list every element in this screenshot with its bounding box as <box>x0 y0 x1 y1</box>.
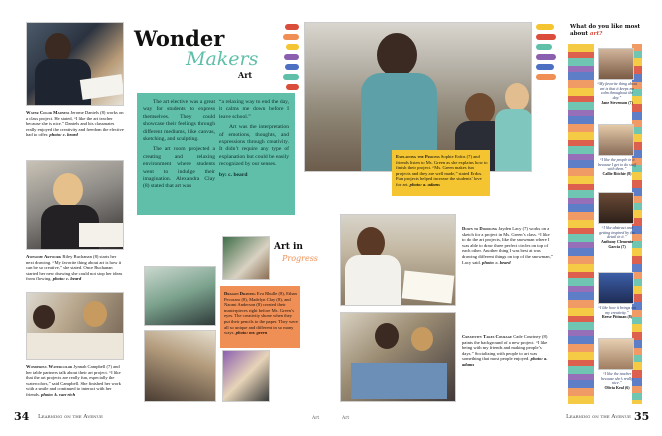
brush-stripe <box>283 74 299 80</box>
right-page-number: 35 <box>634 410 650 423</box>
mugshot-5 <box>598 338 634 370</box>
brush-stripe <box>285 64 299 70</box>
caption-courage: Creativity Takes Courage Cade Courtney (8) paints the background of a new project. “I like being with my friends and making people’s days.” Socializing with people to art was something that most people enjoyed. photo: a. adams <box>462 334 548 367</box>
story-col-1 <box>143 99 215 191</box>
brush-stripe <box>286 44 299 50</box>
quote-4: “I like how it brings out my creativity.” Reese Pittman (8) <box>597 305 637 320</box>
story-p4: Art was the interpretation of emotions, thoughts, and expressions through creativity. It didn’t require any type of explanation but could be easily recognized by our senses. <box>219 124 289 168</box>
story-p3: “a relaxing way to end the day, it calms me down before I leave school.” <box>219 99 289 120</box>
brush-stripe <box>283 34 299 40</box>
photo-progress-1 <box>222 236 270 280</box>
caption-watercolor: Water Color Madness Jerome Daniels (8) works on a class project. He stated, “I like the art teacher because she is nice.” Daniels and his classmates really enjoyed the creativity and freedom the elective had to offer. photo: c. beard <box>26 110 124 138</box>
title-makers: Makers <box>186 48 259 70</box>
photo-watercolor <box>26 22 124 106</box>
photo-doodling <box>340 214 456 306</box>
title-wonder: Wonder <box>134 26 225 51</box>
photo-courage <box>340 312 456 402</box>
mugshot-1 <box>598 48 634 80</box>
caption-explaining: Explaining the Process Sophie Erdos (7) and friends listen to Ms. Green as she explains how to finish their project. “Ms. Green makes fun projects and they are well made,” stated Erdos. Fun projects helped increase the students’ love for art. photo: a. adams <box>396 154 488 187</box>
brush-stripe <box>286 84 299 90</box>
caption-awesome-artwork: Awesome Artwork Riley Buchanan (8) starts her next drawing. “My favorite thing about art is how it can be so creative,” she stated. Once Buchanan started her new drawing she could not stop her ideas from flowing. photo: c. beard <box>26 254 123 282</box>
photo-progress-3 <box>144 330 216 402</box>
mugshot-4 <box>598 272 634 304</box>
story-p1: The art elective was a great way for students to express themselves. They could showcase their feelings through different mediums, like canvas, sketching, and sculpting. <box>143 99 215 143</box>
brush-stripe <box>536 74 556 80</box>
sidebar-heading: What do you like most about art? <box>570 24 641 37</box>
brush-stripe <box>284 54 299 60</box>
brush-stripe <box>536 54 556 60</box>
photo-progress-2 <box>144 266 216 326</box>
left-footer-label: Learning on the Avenue <box>38 414 103 420</box>
sidebar-stripes <box>568 44 594 404</box>
caption-wonderful-watercolor: Wonderful Watercolor Jynnah Campbell (7) and her table partners talk about their art project. “I like that the art projects are really fun, especially the watercolors,” said Campbell. She finished her work with a smile and continued to interact with her friends. photo: k. van-rich <box>26 364 121 397</box>
mugshot-2 <box>598 124 634 156</box>
mugshot-3 <box>598 192 634 224</box>
quote-5: “I like the teacher because she’s really nice.” Olivia Keal (6) <box>601 371 633 391</box>
progress-title-2: Progress <box>282 254 318 263</box>
brush-stripe <box>536 24 554 30</box>
story-byline: by: c. beard <box>219 171 248 178</box>
story-col-2 <box>219 99 289 179</box>
brush-stripe <box>536 64 554 70</box>
left-page-number: 34 <box>14 410 30 423</box>
caption-dragon: Dragon Drawing Eva Rhulle (8), Ethan Pecoraro (8), Madelyn Clay (8), and Naomi Anderson (8) created their masterpieces right before Ms. Green’s eyes. The creativity shone when they put their pencils to the paper. They were all so unique and different in so many ways. photo: mr. green <box>224 291 298 336</box>
right-footer-label: Learning on the Avenue <box>566 414 631 420</box>
gutter-label-right: Art <box>342 416 350 421</box>
quote-2: “I like the people in it because I get to do stuff with them.” Callie Ritchie (8) <box>597 157 637 177</box>
photo-wonderful-watercolor <box>26 292 124 360</box>
title-art: Art <box>238 70 253 80</box>
gutter-label-left: Art <box>312 416 320 421</box>
progress-title-1: Art in <box>274 242 303 252</box>
photo-progress-4 <box>222 350 270 402</box>
photo-awesome-artwork <box>26 160 124 250</box>
quote-3: “I like abstract and getting inspired by the detail in it.” Anthony Clemente Garcia (7) <box>599 225 635 249</box>
brush-stripe <box>536 34 556 40</box>
caption-doodling: Down to Doodling Jayden Lacy (7) works on a sketch for a project in Ms. Green’s class. “I like to do the art projects, like the snowman where I was able to draw three perfect circles on top of each other. Another thing I was best at was drawing different things on top of the snowman,” Lacy said. photo: c. beard <box>462 226 553 265</box>
brush-stripe <box>536 44 552 50</box>
brush-stripe <box>285 24 299 30</box>
story-p2: The art room projected a creating and relaxing environment where students went to indulge their imagination. Alexandra Clay (8) stated that art was <box>143 146 215 190</box>
quote-1: “My favorite thing about art is that it keeps me calm throughout the day.” Jane Stevenson (7) <box>596 81 638 105</box>
